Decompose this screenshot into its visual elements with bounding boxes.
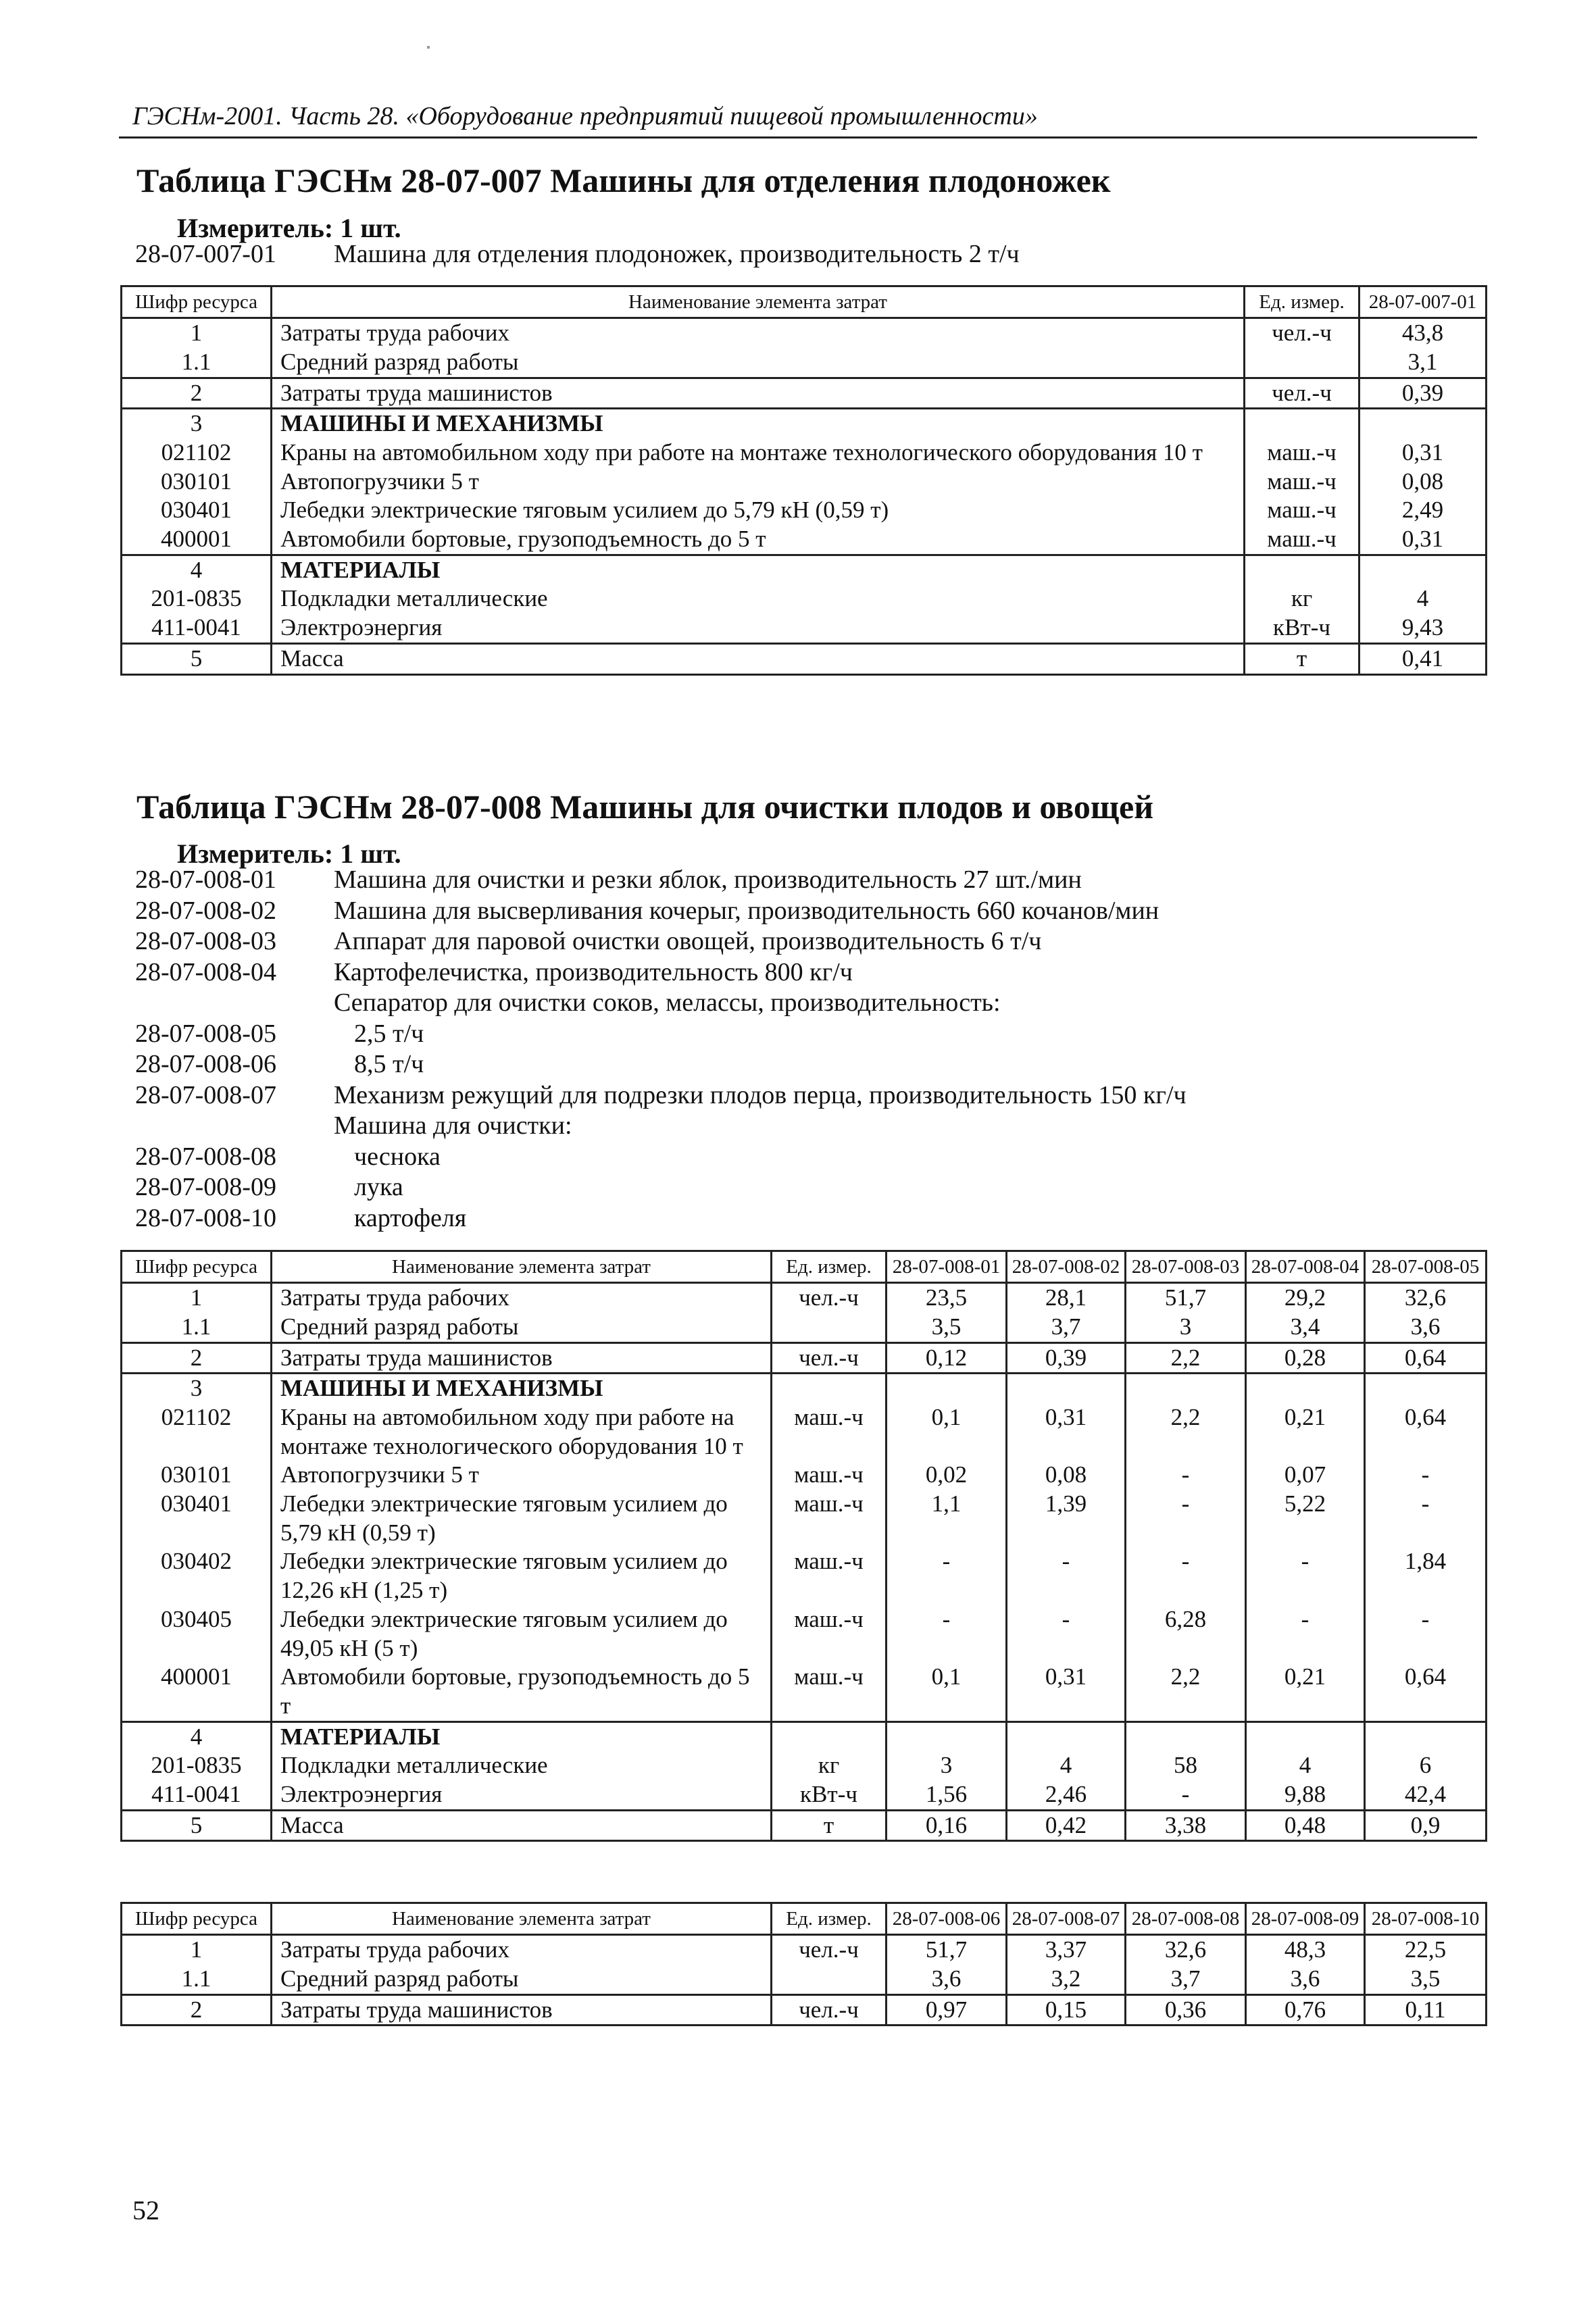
row-name: Лебедки электрические тяговым усилием до 5,79 кН (0,59 т): [272, 496, 1245, 525]
row-unit: [772, 1965, 887, 1994]
table-row: [122, 1283, 1487, 1313]
row-value: -: [1007, 1605, 1126, 1663]
table-row: [122, 1490, 1487, 1547]
row-value: 4: [1246, 1751, 1365, 1780]
row-value: 2,2: [1126, 1663, 1246, 1721]
col-header-unit: Ед. измер.: [772, 1903, 887, 1935]
code-description: Механизм режущий для подрезки плодов перца, производительность 150 кг/ч: [334, 1080, 1187, 1109]
row-value: 3: [1126, 1313, 1246, 1342]
table-row: [122, 1780, 1487, 1810]
col-header-norm: 28-07-008-04: [1246, 1251, 1365, 1283]
code-number: 28-07-008-06: [135, 1050, 276, 1078]
code-line: [135, 1080, 1187, 1111]
col-header-norm: 28-07-008-05: [1365, 1251, 1487, 1283]
row-code: 3: [122, 1374, 272, 1403]
row-unit: маш.-ч: [772, 1547, 887, 1605]
code-line: [135, 239, 1020, 270]
row-value: 0,1: [887, 1663, 1007, 1721]
row-value: 0,97: [887, 1994, 1007, 2026]
table3-resources: [120, 1902, 1487, 2026]
row-name: Подкладки металлические: [272, 584, 1245, 613]
row-value: -: [1246, 1605, 1365, 1663]
row-value: 3: [887, 1751, 1007, 1780]
col-header-norm: 28-07-008-03: [1126, 1251, 1246, 1283]
code-line: [135, 1142, 1187, 1173]
table-row: [122, 643, 1487, 674]
table-row: [122, 525, 1487, 555]
code-description: Машина для отделения плодоножек, производительность 2 т/ч: [334, 240, 1020, 268]
row-value: 0,08: [1360, 468, 1487, 497]
table2-resources: [120, 1250, 1487, 1842]
row-value: -: [1126, 1490, 1246, 1547]
row-value: 3,4: [1246, 1313, 1365, 1342]
row-name: МАТЕРИАЛЫ: [272, 1721, 772, 1751]
row-value: 0,21: [1246, 1403, 1365, 1461]
col-header-norm: 28-07-008-02: [1007, 1251, 1126, 1283]
row-code: 1.1: [122, 1313, 272, 1342]
row-code: 030101: [122, 468, 272, 497]
row-name: Лебедки электрические тяговым усилием до 49,05 кН (5 т): [272, 1605, 772, 1663]
code-number: 28-07-008-05: [135, 1019, 276, 1048]
row-value: 0,39: [1007, 1342, 1126, 1374]
row-value: -: [1365, 1461, 1487, 1490]
header-row: [122, 1251, 1487, 1283]
row-code: 1: [122, 318, 272, 348]
row-value: 0,31: [1007, 1663, 1126, 1721]
row-unit: [1245, 348, 1360, 378]
row-value: 1,39: [1007, 1490, 1126, 1547]
col-header-unit: Ед. измер.: [1245, 286, 1360, 318]
table-row: [122, 318, 1487, 348]
row-unit: [772, 1313, 887, 1342]
code-description: лука: [354, 1173, 403, 1201]
row-name: Электроэнергия: [272, 1780, 772, 1810]
row-value: [1360, 409, 1487, 438]
code-line: [135, 1172, 1187, 1203]
code-number: 28-07-008-09: [135, 1173, 276, 1201]
table-row: [122, 555, 1487, 584]
row-value: 2,2: [1126, 1403, 1246, 1461]
row-value: 0,39: [1360, 378, 1487, 409]
row-name: Автомобили бортовые, грузоподъемность до 5 т: [272, 1663, 772, 1721]
row-value: 0,12: [887, 1342, 1007, 1374]
row-value: [1246, 1374, 1365, 1403]
code-line: [135, 1203, 1187, 1234]
code-description: 8,5 т/ч: [354, 1050, 424, 1078]
row-unit: кг: [772, 1751, 887, 1780]
row-value: 1,56: [887, 1780, 1007, 1810]
row-value: 3,6: [887, 1965, 1007, 1994]
code-description: Сепаратор для очистки соков, мелассы, производительность:: [334, 988, 1001, 1017]
row-value: 0,31: [1360, 438, 1487, 468]
col-header-name: Наименование элемента затрат: [272, 1903, 772, 1935]
row-unit: маш.-ч: [772, 1461, 887, 1490]
row-value: 0,64: [1365, 1663, 1487, 1721]
row-value: 0,08: [1007, 1461, 1126, 1490]
row-value: 4: [1360, 584, 1487, 613]
table-row: [122, 584, 1487, 613]
table-row: [122, 468, 1487, 497]
row-value: 1,1: [887, 1490, 1007, 1547]
code-line: [135, 926, 1187, 957]
row-code: 3: [122, 409, 272, 438]
row-code: 2: [122, 1342, 272, 1374]
row-unit: маш.-ч: [772, 1403, 887, 1461]
col-header-code: Шифр ресурса: [122, 1251, 272, 1283]
row-code: 2: [122, 378, 272, 409]
header-row: [122, 286, 1487, 318]
table-row: [122, 348, 1487, 378]
table1-code-list: [135, 239, 1020, 270]
row-value: 0,16: [887, 1810, 1007, 1841]
table-row: [122, 1751, 1487, 1780]
row-value: 0,9: [1365, 1810, 1487, 1841]
table-row: [122, 496, 1487, 525]
row-value: 3,2: [1007, 1965, 1126, 1994]
row-name: Средний разряд работы: [272, 348, 1245, 378]
col-header-code: Шифр ресурса: [122, 1903, 272, 1935]
row-value: 43,8: [1360, 318, 1487, 348]
row-value: 29,2: [1246, 1283, 1365, 1313]
code-description: Картофелечистка, производительность 800 кг/ч: [334, 957, 853, 986]
row-value: [887, 1374, 1007, 1403]
row-name: МАШИНЫ И МЕХАНИЗМЫ: [272, 409, 1245, 438]
table-row: [122, 1461, 1487, 1490]
row-code: 5: [122, 1810, 272, 1841]
row-value: 0,76: [1246, 1994, 1365, 2026]
code-number: [135, 988, 334, 1019]
row-value: -: [887, 1605, 1007, 1663]
row-unit: маш.-ч: [1245, 525, 1360, 555]
row-name: Средний разряд работы: [272, 1965, 772, 1994]
table-row: [122, 1965, 1487, 1994]
row-value: 3,1: [1360, 348, 1487, 378]
row-code: 030402: [122, 1547, 272, 1605]
code-description: картофеля: [354, 1203, 467, 1232]
row-unit: [1245, 555, 1360, 584]
row-code: 411-0041: [122, 1780, 272, 1810]
table1-title: Таблица ГЭСНм 28-07-007 Машины для отделения плодоножек: [136, 161, 1111, 199]
row-unit: маш.-ч: [772, 1663, 887, 1721]
row-name: Затраты труда машинистов: [272, 1342, 772, 1374]
row-value: 0,64: [1365, 1342, 1487, 1374]
code-line: [135, 896, 1187, 927]
header-row: [122, 1903, 1487, 1935]
col-header-name: Наименование элемента затрат: [272, 286, 1245, 318]
col-header-norm: 28-07-008-08: [1126, 1903, 1246, 1935]
row-code: 400001: [122, 525, 272, 555]
row-value: 0,07: [1246, 1461, 1365, 1490]
row-value: 0,41: [1360, 643, 1487, 674]
row-code: 1: [122, 1935, 272, 1965]
row-unit: чел.-ч: [1245, 318, 1360, 348]
row-value: 51,7: [887, 1935, 1007, 1965]
table-row: [122, 1810, 1487, 1841]
row-value: -: [1365, 1605, 1487, 1663]
col-header-norm: 28-07-008-10: [1365, 1903, 1487, 1935]
row-value: 3,5: [887, 1313, 1007, 1342]
row-value: 5,22: [1246, 1490, 1365, 1547]
row-unit: чел.-ч: [772, 1342, 887, 1374]
header-rule: [119, 136, 1477, 139]
code-line: [135, 957, 1187, 988]
row-value: 3,7: [1126, 1965, 1246, 1994]
row-value: 0,1: [887, 1403, 1007, 1461]
row-value: [1246, 1721, 1365, 1751]
code-number: 28-07-007-01: [135, 240, 276, 268]
row-code: 2: [122, 1994, 272, 2026]
row-name: Краны на автомобильном ходу при работе на монтаже технологического оборудования 10 т: [272, 438, 1245, 468]
row-name: Краны на автомобильном ходу при работе на монтаже технологического оборудования 10 т: [272, 1403, 772, 1461]
row-unit: маш.-ч: [1245, 496, 1360, 525]
row-value: 3,37: [1007, 1935, 1126, 1965]
table1-resources: [120, 285, 1487, 676]
code-number: 28-07-008-08: [135, 1142, 276, 1171]
row-value: 0,36: [1126, 1994, 1246, 2026]
row-value: 58: [1126, 1751, 1246, 1780]
row-name: Затраты труда рабочих: [272, 1935, 772, 1965]
row-value: 0,11: [1365, 1994, 1487, 2026]
code-number: 28-07-008-07: [135, 1080, 276, 1109]
row-code: 201-0835: [122, 584, 272, 613]
row-code: 021102: [122, 1403, 272, 1461]
row-value: [1365, 1374, 1487, 1403]
row-value: 2,49: [1360, 496, 1487, 525]
row-value: [1007, 1721, 1126, 1751]
row-name: Автомобили бортовые, грузоподъемность до 5 т: [272, 525, 1245, 555]
row-name: Затраты труда машинистов: [272, 378, 1245, 409]
row-value: 0,02: [887, 1461, 1007, 1490]
col-header-norm: 28-07-008-09: [1246, 1903, 1365, 1935]
row-value: [1126, 1721, 1246, 1751]
row-value: [1365, 1721, 1487, 1751]
row-value: 0,21: [1246, 1663, 1365, 1721]
row-value: 0,64: [1365, 1403, 1487, 1461]
row-value: -: [1246, 1547, 1365, 1605]
row-unit: маш.-ч: [1245, 468, 1360, 497]
table2-title: Таблица ГЭСНм 28-07-008 Машины для очистки плодов и овощей: [136, 788, 1154, 826]
table2-meter: Измеритель: 1 шт.: [177, 838, 401, 869]
row-value: -: [887, 1547, 1007, 1605]
table-row: [122, 1313, 1487, 1342]
code-description: Машина для высверливания кочерыг, производительность 660 кочанов/мин: [334, 896, 1159, 925]
row-value: 2,46: [1007, 1780, 1126, 1810]
row-value: 0,31: [1007, 1403, 1126, 1461]
row-value: -: [1126, 1461, 1246, 1490]
row-code: 021102: [122, 438, 272, 468]
row-value: 3,5: [1365, 1965, 1487, 1994]
row-name: Затраты труда рабочих: [272, 318, 1245, 348]
row-value: 9,43: [1360, 613, 1487, 643]
code-description: 2,5 т/ч: [354, 1019, 424, 1048]
table-row: [122, 1547, 1487, 1605]
row-value: -: [1365, 1490, 1487, 1547]
col-header-norm: 28-07-008-06: [887, 1903, 1007, 1935]
row-value: 42,4: [1365, 1780, 1487, 1810]
row-value: 3,7: [1007, 1313, 1126, 1342]
row-name: Подкладки металлические: [272, 1751, 772, 1780]
row-code: 030405: [122, 1605, 272, 1663]
table-row: [122, 613, 1487, 643]
row-value: [1360, 555, 1487, 584]
table2-code-list: [135, 865, 1187, 1234]
row-unit: чел.-ч: [1245, 378, 1360, 409]
row-name: Масса: [272, 1810, 772, 1841]
row-value: 0,42: [1007, 1810, 1126, 1841]
code-number: 28-07-008-03: [135, 927, 276, 955]
col-header-unit: Ед. измер.: [772, 1251, 887, 1283]
row-value: 48,3: [1246, 1935, 1365, 1965]
row-name: Затраты труда машинистов: [272, 1994, 772, 2026]
row-unit: чел.-ч: [772, 1994, 887, 2026]
row-code: 400001: [122, 1663, 272, 1721]
row-unit: т: [1245, 643, 1360, 674]
table-row: [122, 409, 1487, 438]
table-row: [122, 1374, 1487, 1403]
table-row: [122, 378, 1487, 409]
table-row: [122, 438, 1487, 468]
row-value: 3,6: [1365, 1313, 1487, 1342]
row-value: 0,15: [1007, 1994, 1126, 2026]
row-value: 28,1: [1007, 1283, 1126, 1313]
row-value: 9,88: [1246, 1780, 1365, 1810]
code-line: [135, 988, 1187, 1019]
row-value: 0,31: [1360, 525, 1487, 555]
row-name: Автопогрузчики 5 т: [272, 468, 1245, 497]
table1-meter: Измеритель: 1 шт.: [177, 213, 401, 243]
row-code: 1.1: [122, 1965, 272, 1994]
code-number: [135, 1111, 334, 1142]
row-name: Масса: [272, 643, 1245, 674]
row-unit: маш.-ч: [772, 1605, 887, 1663]
row-value: 3,38: [1126, 1810, 1246, 1841]
row-code: 4: [122, 1721, 272, 1751]
code-number: 28-07-008-10: [135, 1203, 276, 1232]
code-description: Машина для очистки и резки яблок, производительность 27 шт./мин: [334, 865, 1082, 894]
row-code: 030401: [122, 1490, 272, 1547]
col-header-norm: 28-07-007-01: [1360, 286, 1487, 318]
row-value: 1,84: [1365, 1547, 1487, 1605]
code-line: [135, 865, 1187, 896]
row-name: Затраты труда рабочих: [272, 1283, 772, 1313]
col-header-norm: 28-07-008-07: [1007, 1903, 1126, 1935]
row-unit: [772, 1374, 887, 1403]
row-value: 3,6: [1246, 1965, 1365, 1994]
row-name: Автопогрузчики 5 т: [272, 1461, 772, 1490]
row-unit: т: [772, 1810, 887, 1841]
row-value: 32,6: [1365, 1283, 1487, 1313]
scan-dot: [427, 46, 430, 49]
row-name: Электроэнергия: [272, 613, 1245, 643]
row-value: 51,7: [1126, 1283, 1246, 1313]
row-code: 1: [122, 1283, 272, 1313]
row-value: 23,5: [887, 1283, 1007, 1313]
code-line: [135, 1019, 1187, 1050]
row-value: [1126, 1374, 1246, 1403]
code-number: 28-07-008-04: [135, 957, 276, 986]
row-value: 4: [1007, 1751, 1126, 1780]
col-header-norm: 28-07-008-01: [887, 1251, 1007, 1283]
code-line: [135, 1049, 1187, 1080]
table-row: [122, 1342, 1487, 1374]
code-description: Машина для очистки:: [334, 1111, 572, 1140]
row-unit: кВт-ч: [1245, 613, 1360, 643]
row-value: -: [1126, 1780, 1246, 1810]
row-unit: маш.-ч: [772, 1490, 887, 1547]
table-row: [122, 1663, 1487, 1721]
code-number: 28-07-008-02: [135, 896, 276, 925]
row-code: 1.1: [122, 348, 272, 378]
table-row: [122, 1605, 1487, 1663]
row-name: Лебедки электрические тяговым усилием до 12,26 кН (1,25 т): [272, 1547, 772, 1605]
row-name: МАТЕРИАЛЫ: [272, 555, 1245, 584]
row-value: [887, 1721, 1007, 1751]
row-name: Лебедки электрические тяговым усилием до 5,79 кН (0,59 т): [272, 1490, 772, 1547]
code-number: 28-07-008-01: [135, 865, 276, 894]
row-value: [1007, 1374, 1126, 1403]
row-code: 030101: [122, 1461, 272, 1490]
code-description: Аппарат для паровой очистки овощей, производительность 6 т/ч: [334, 927, 1042, 955]
table-row: [122, 1935, 1487, 1965]
row-code: 201-0835: [122, 1751, 272, 1780]
row-value: 0,28: [1246, 1342, 1365, 1374]
row-unit: маш.-ч: [1245, 438, 1360, 468]
row-code: 4: [122, 555, 272, 584]
row-value: -: [1007, 1547, 1126, 1605]
col-header-code: Шифр ресурса: [122, 286, 272, 318]
col-header-name: Наименование элемента затрат: [272, 1251, 772, 1283]
table-row: [122, 1721, 1487, 1751]
row-unit: [1245, 409, 1360, 438]
row-code: 5: [122, 643, 272, 674]
row-unit: кг: [1245, 584, 1360, 613]
row-unit: чел.-ч: [772, 1935, 887, 1965]
table-row: [122, 1403, 1487, 1461]
row-code: 411-0041: [122, 613, 272, 643]
code-description: чеснока: [354, 1142, 441, 1171]
row-value: 6: [1365, 1751, 1487, 1780]
page-number: 52: [132, 2195, 159, 2225]
code-line: [135, 1111, 1187, 1142]
row-value: 0,48: [1246, 1810, 1365, 1841]
row-value: 6,28: [1126, 1605, 1246, 1663]
row-name: Средний разряд работы: [272, 1313, 772, 1342]
row-unit: чел.-ч: [772, 1283, 887, 1313]
row-value: 2,2: [1126, 1342, 1246, 1374]
row-value: -: [1126, 1547, 1246, 1605]
row-unit: [772, 1721, 887, 1751]
row-unit: кВт-ч: [772, 1780, 887, 1810]
row-name: МАШИНЫ И МЕХАНИЗМЫ: [272, 1374, 772, 1403]
row-value: 22,5: [1365, 1935, 1487, 1965]
row-code: 030401: [122, 496, 272, 525]
row-value: 32,6: [1126, 1935, 1246, 1965]
table-row: [122, 1994, 1487, 2026]
running-header: ГЭСНм-2001. Часть 28. «Оборудование предприятий пищевой промышленности»: [132, 102, 1038, 130]
